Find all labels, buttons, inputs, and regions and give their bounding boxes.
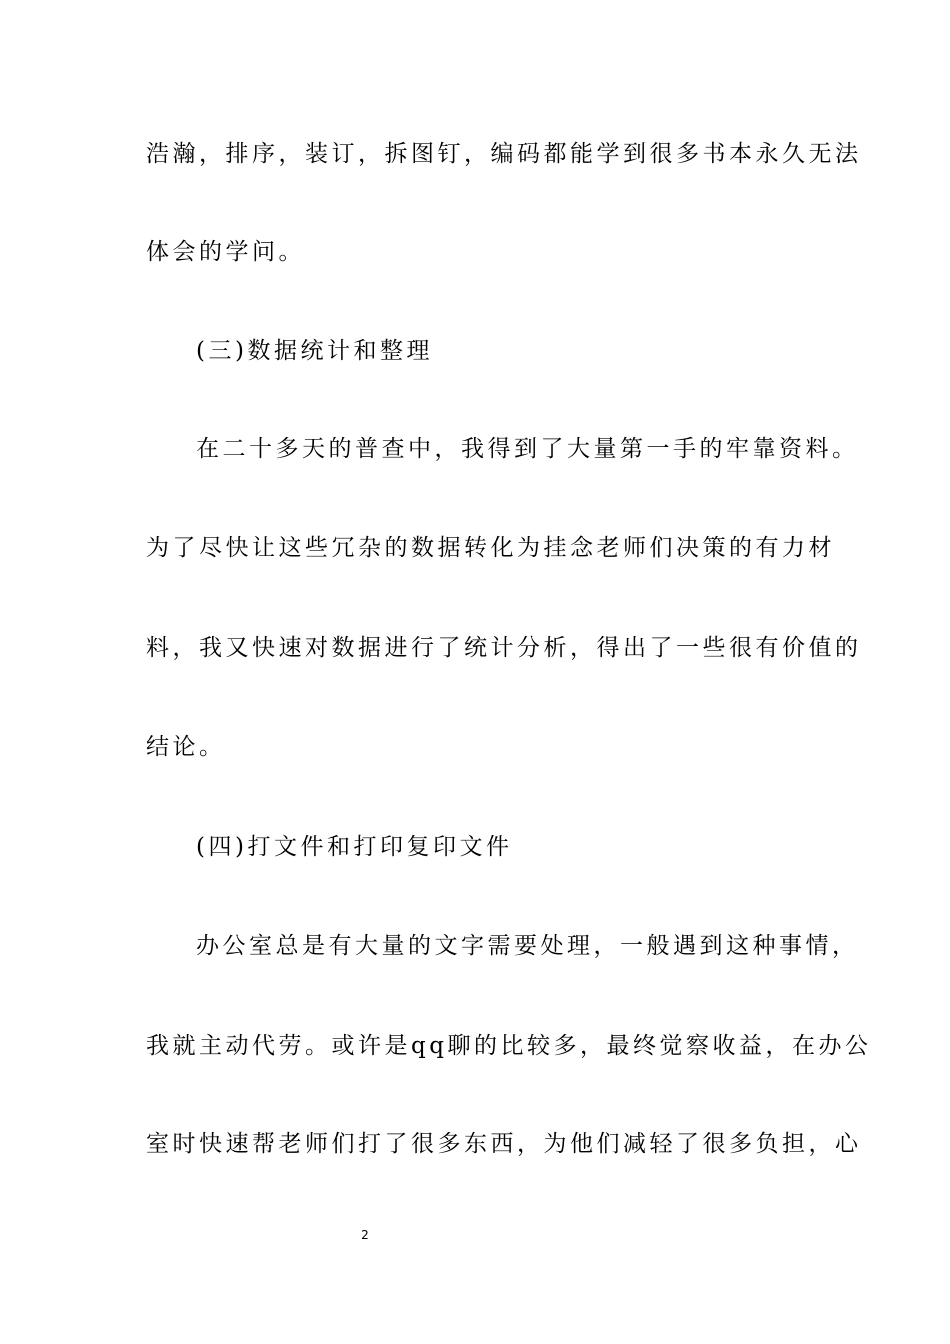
paragraph-line: 浩瀚，排序，装订，拆图钉，编码都能学到很多书本永久无法: [146, 141, 862, 167]
paragraph-line: 在二十多天的普查中，我得到了大量第一手的牢靠资料。: [196, 436, 859, 462]
paragraph-line: 我就主动代劳。或许是qq聊的比较多，最终觉察收益，在办公: [146, 1033, 872, 1059]
section-heading: (四)打文件和打印复印文件: [196, 834, 513, 860]
page-number: 2: [361, 1228, 369, 1242]
paragraph-line: 料，我又快速对数据进行了统计分析，得出了一些很有价值的: [146, 635, 862, 661]
paragraph-line: 办公室总是有大量的文字需要处理，一般遇到这种事情，: [196, 933, 859, 959]
paragraph-line: 为了尽快让这些冗杂的数据转化为挂念老师们决策的有力材: [146, 535, 835, 561]
paragraph-line: 体会的学问。: [146, 239, 305, 265]
paragraph-line: 室时快速帮老师们打了很多东西，为他们减轻了很多负担，心: [146, 1131, 862, 1157]
section-heading: (三)数据统计和整理: [196, 338, 433, 364]
paragraph-line: 结论。: [146, 734, 226, 760]
